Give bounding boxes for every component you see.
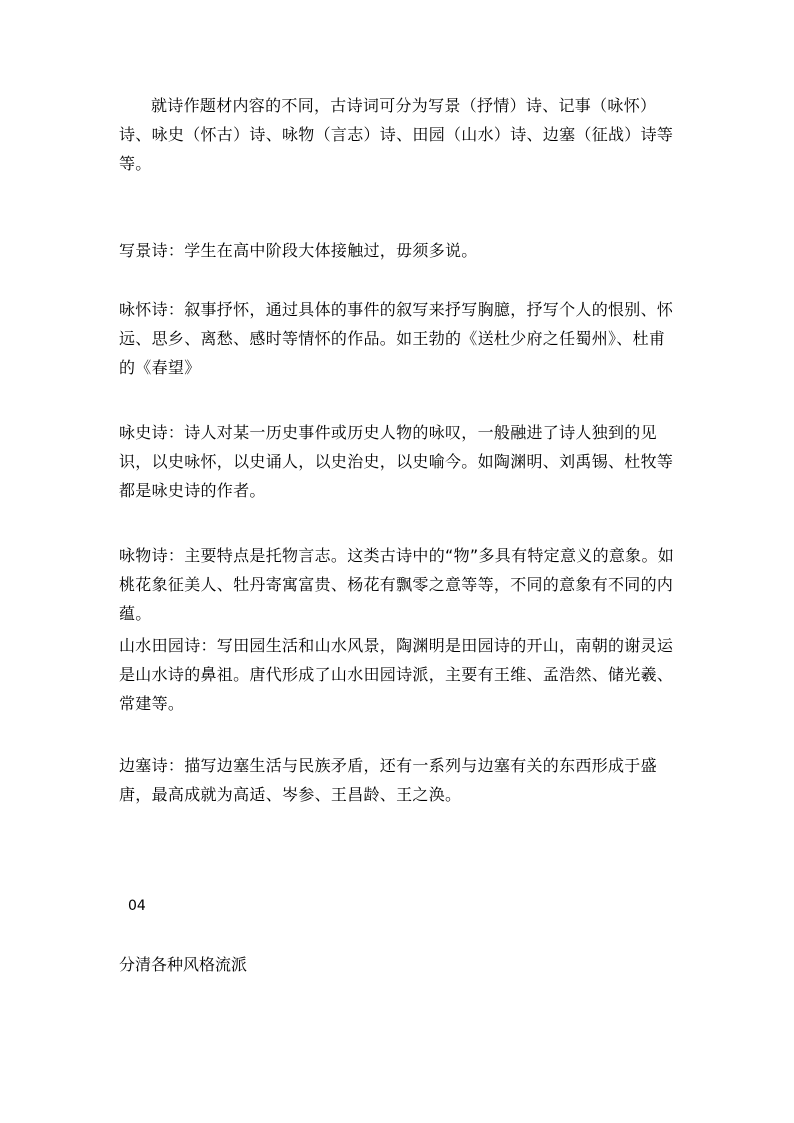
yongshi-paragraph: 咏史诗：诗人对某一历史事件或历史人物的咏叹，一般融进了诗人独到的见识，以史咏怀，以史诵人，以史治史，以史喻今。如陶渊明、刘禹锡、杜牧等都是咏史诗的作者。: [119, 423, 674, 500]
biansai-paragraph: 边塞诗：描写边塞生活与民族矛盾，还有一系列与边塞有关的东西形成于盛唐，最高成就为高适、岑参、王昌龄、王之涣。: [119, 756, 657, 804]
yongwu-paragraph: 咏物诗：主要特点是托物言志。这类古诗中的“物”多具有特定意义的意象。如桃花象征美人、牡丹寄寓富贵、杨花有飘零之意等等，不同的意象有不同的内蕴。: [119, 546, 675, 623]
intro-paragraph: 就诗作题材内容的不同，古诗词可分为写景（抒情）诗、记事（咏怀）诗、咏史（怀古）诗、咏物（言志）诗、田园（山水）诗、边塞（征战）诗等等。: [119, 96, 674, 173]
section-number: 04: [128, 898, 146, 914]
section-heading: 分清各种风格流派: [119, 955, 248, 974]
yonghuai-paragraph: 咏怀诗：叙事抒怀，通过具体的事件的叙写来抒写胸臆，抒写个人的恨别、怀远、思乡、离愁、感时等情怀的作品。如王勃的《送杜少府之任蜀州》、杜甫的《春望》: [119, 300, 674, 377]
xiejing-paragraph: 写景诗：学生在高中阶段大体接触过，毋须多说。: [119, 241, 478, 260]
shanshui-tianyuan-paragraph: 山水田园诗：写田园生活和山水风景，陶渊明是田园诗的开山，南朝的谢灵运是山水诗的鼻祖。唐代形成了山水田园诗派，主要有王维、孟浩然、储光羲、常建等。: [119, 636, 674, 713]
